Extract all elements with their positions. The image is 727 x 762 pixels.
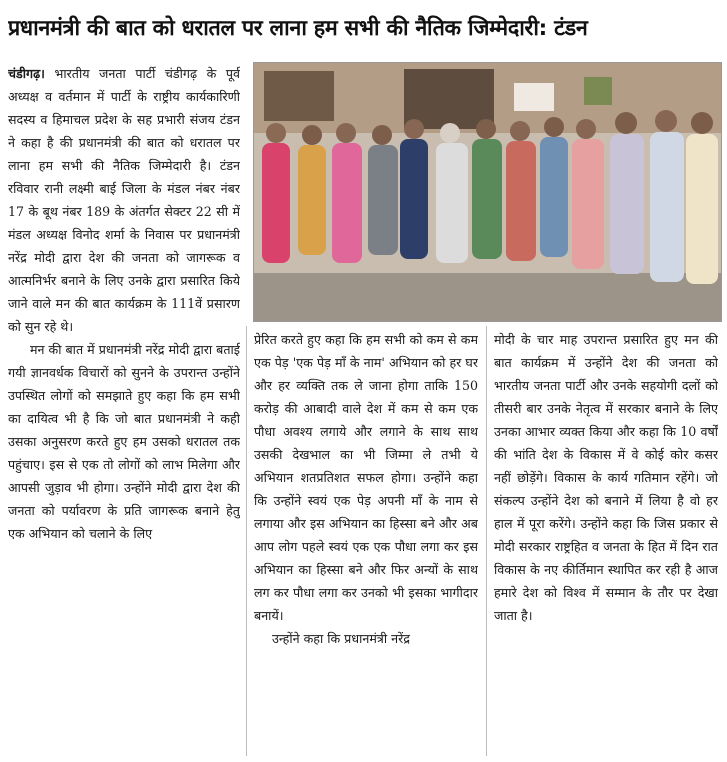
paragraph-5: मोदी के चार माह उपरान्त प्रसारित हुए मन की बात कार्यक्रम में उन्होंने देश की जनता को भारतीय जनता पार्टी और उनके सहयोगी दलों को तीसरी बार उनके नेतृत्व में सरकार बनाने के लिए उनका आभार व्यक्त किया और कहा कि 10 वर्षों की भांति देश के विकास में वे कोई कोर कसर नहीं छोड़ेंगे। विकास के कार्य गतिमान रहेंगे। जो संकल्प उन्होंने देश को बनाने में लिया है वो हर हाल में पूरा करेंगे। उन्होंने कहा कि जिस प्रकार से मोदी सरकार राष्ट्रहित व जनता के हित में दिन रात विकास के नए कीर्तिमान स्थापित कर रही है आज हमारे देश को विश्व में सम्मान के तौर पर देखा जाता है। xyxy=(494,332,718,623)
group-photo-illustration xyxy=(254,63,721,321)
column-rule-1 xyxy=(246,326,247,756)
article-column-3 xyxy=(494,328,718,754)
article-column-1 xyxy=(8,62,240,754)
paragraph-2: मन की बात में प्रधानमंत्री नरेंद्र मोदी द्वारा बताई गयी ज्ञानवर्धक विचारों को सुनने के उपरान्त उन्होंने उपस्थित लोगों को समझाते हुए कहा कि हम सभी का दायित्व भी है कि जो बात प्रधानमंत्री ने कही उसका अनुसरण करते हुए हम उसको धरातल तक पहुंचाए। इस से एक तो लोगों को लाभ मिलेगा और आपसी जुड़ाव भी होगा। उन्होंने मोदी द्वारा देश की जनता को पर्यावरण के प्रति जागरूक बनाने हेतु एक अभियान को चलाने के लिए xyxy=(8,342,240,541)
paragraph-3: प्रेरित करते हुए कहा कि हम सभी को कम से कम एक पेड़ 'एक पेड़ माँ के नाम' अभियान को हर घर और हर व्यक्ति तक ले जाना होगा ताकि 150 करोड़ की आबादी वाले देश में कम से कम एक पौधा अवश्य लगाये और लगाने के साथ साथ उसकी देखभाल का भी जिम्मा ले तभी ये अभियान शतप्रतिशत सफल होगा। उन्होंने कहा कि उन्होंने स्वयं एक पेड़ अपनी माँ के नाम से लगाया और इस अभियान का हिस्सा बने और अब आप लोग पहले स्वयं एक एक पौधा लगा कर इस अभियान का हिस्सा बने और फिर अन्यों के साथ लग कर पौधा लगा कर उनको भी इसका भागीदार बनायें। xyxy=(254,332,478,623)
news-photo xyxy=(253,62,722,322)
paragraph-4: उन्होंने कहा कि प्रधानमंत्री नरेंद्र xyxy=(272,631,410,646)
paragraph-1 xyxy=(8,62,240,338)
column-rule-2 xyxy=(486,326,487,756)
paragraph-1-text: भारतीय जनता पार्टी चंडीगढ़ के पूर्व अध्यक्ष व वर्तमान में पार्टी के राष्ट्रीय कार्यकारिणी सदस्य व हिमाचल प्रदेश के सह प्रभारी संजय टंडन ने कहा है की प्रधानमंत्री की बात को धरातल पर लाना हम सभी की नैतिक जिम्मेदारी है। टंडन रविवार रानी लक्ष्मी बाई जिला के मंडल नंबर नंबर 17 के बूथ नंबर 189 के अंतर्गत सेक्टर 22 सी में मंडल अध्यक्ष विनोद शर्मा के निवास पर प्रधानमंत्री नरेंद्र मोदी द्वारा देश की जनता को जागरूक व आत्मनिर्भर बनाने के लिए उनके द्वारा प्रसारित किये जाने वाले मन की बात कार्यक्रम के 111वें प्रसारण को सुन रहे थे। xyxy=(8,66,240,334)
article-column-2 xyxy=(254,328,478,754)
headline: प्रधानमंत्री की बात को धरातल पर लाना हम सभी की नैतिक जिम्मेदारी: टंडन xyxy=(8,16,588,41)
dateline: चंडीगढ़। xyxy=(8,66,45,81)
